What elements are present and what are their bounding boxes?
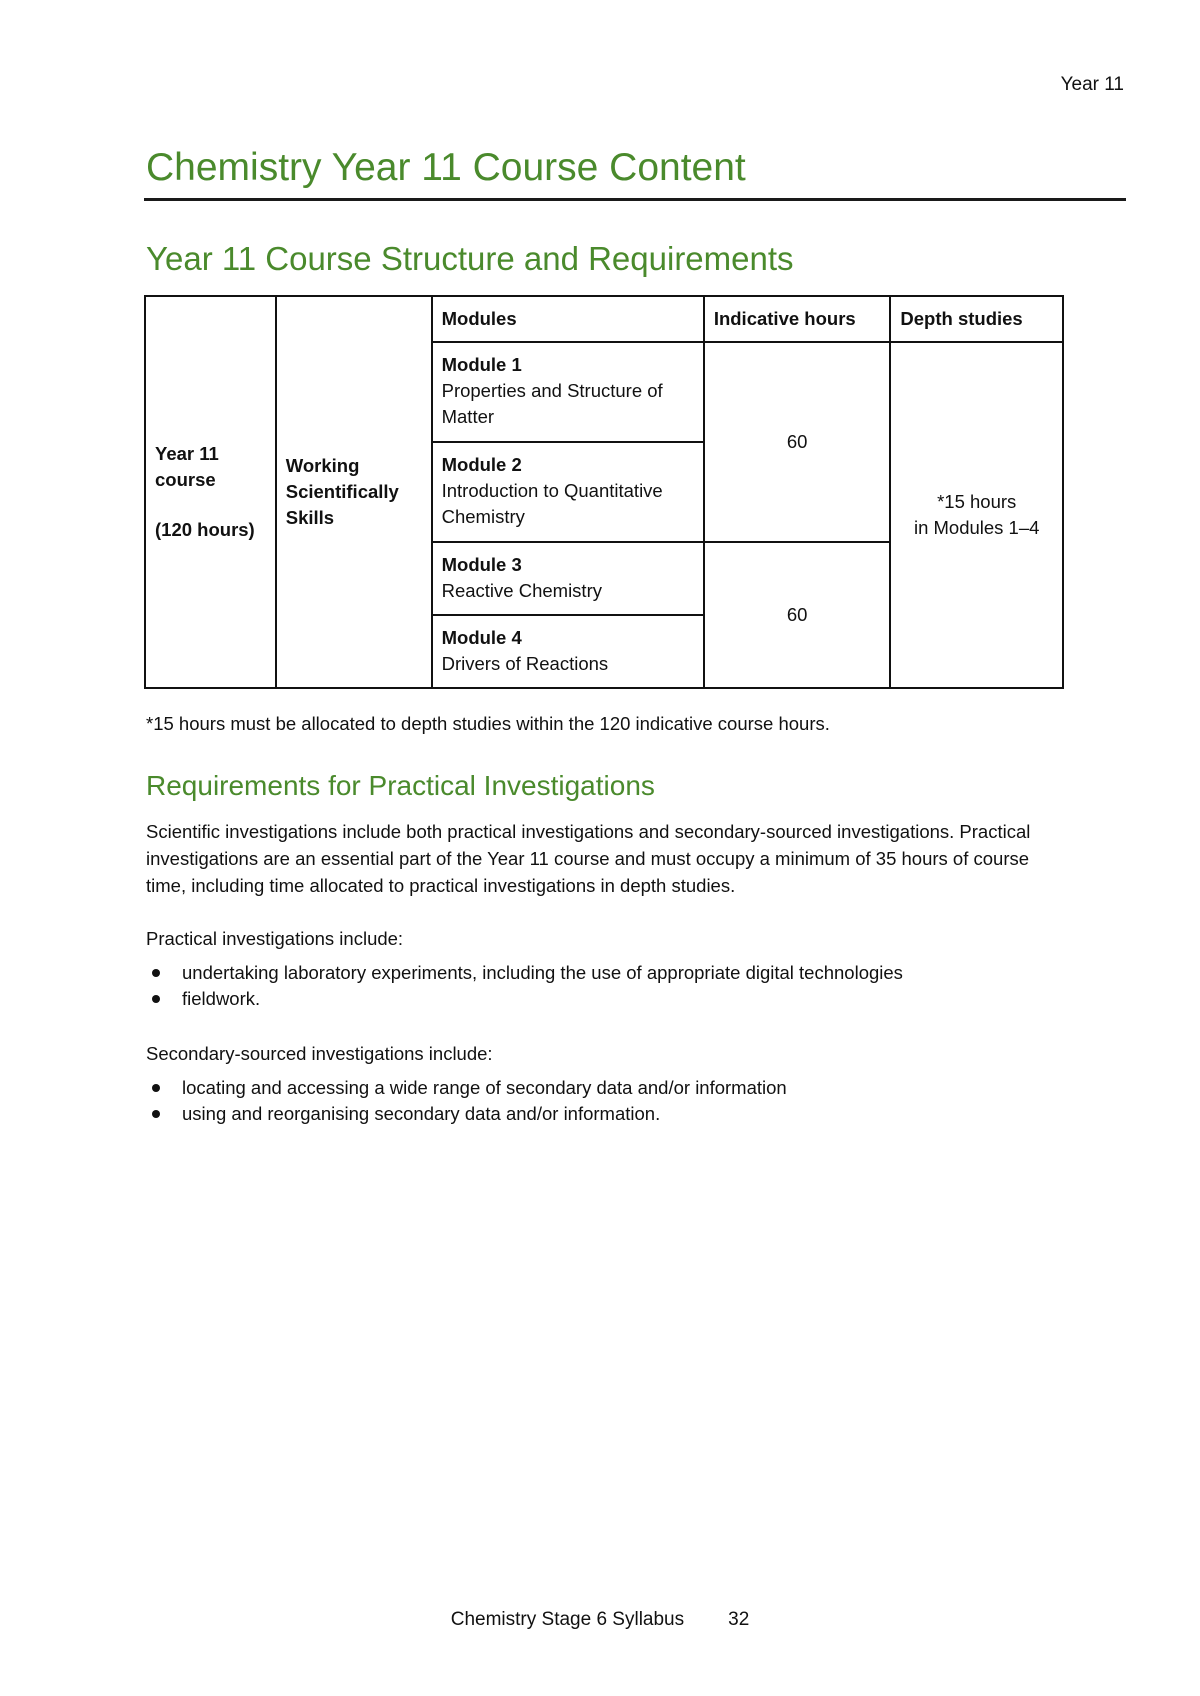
practical-intro-paragraph <box>146 818 1126 899</box>
footer-page-number: 32 <box>728 1609 750 1630</box>
bullet-icon <box>152 1084 160 1092</box>
course-label-line: course <box>155 469 216 490</box>
page-title: Chemistry Year 11 Course Content <box>146 146 746 189</box>
skills-line: Working <box>285 455 360 476</box>
table-footnote: *15 hours must be allocated to depth studies within the 120 indicative course hours. <box>146 713 830 734</box>
header-modules: Modules <box>432 296 704 342</box>
secondary-lead-text: Secondary-sourced investigations include: <box>146 1043 493 1064</box>
module-4-cell <box>432 615 704 688</box>
module-title: Module 1 <box>441 354 522 375</box>
paragraph-line: time, including time allocated to practical investigations in depth studies. <box>146 875 736 896</box>
bullet-icon <box>152 1110 160 1118</box>
skills-cell <box>276 296 432 688</box>
skills-line: Scientifically <box>285 481 399 502</box>
paragraph-line: investigations are an essential part of the Year 11 course and must occupy a minimum of 35 hours of course <box>146 848 1030 869</box>
list-item <box>146 1075 1106 1101</box>
hours-cell-group-2: 60 <box>704 542 891 688</box>
table-header-row <box>145 296 1063 342</box>
course-structure-table <box>144 295 1064 689</box>
module-name: Properties and Structure of Matter <box>441 380 663 427</box>
module-title: Module 3 <box>441 554 522 575</box>
list-item <box>146 986 1106 1012</box>
list-item <box>146 1101 1106 1127</box>
depth-line: *15 hours <box>937 491 1017 512</box>
module-2-cell <box>432 442 704 542</box>
header-depth-studies: Depth studies <box>890 296 1063 342</box>
bullet-icon <box>152 995 160 1003</box>
secondary-list <box>146 1075 1106 1127</box>
list-item <box>146 960 1106 986</box>
page-footer <box>0 1609 1200 1631</box>
paragraph-line: Scientific investigations include both practical investigations and secondary-sourced investigations. Practical <box>146 821 1031 842</box>
title-divider <box>144 198 1126 201</box>
course-hours-label: (120 hours) <box>155 519 255 540</box>
practical-lead-text: Practical investigations include: <box>146 928 404 949</box>
course-label-cell <box>145 296 276 688</box>
module-3-cell <box>432 542 704 615</box>
module-name: Reactive Chemistry <box>441 580 602 601</box>
practical-section-title: Requirements for Practical Investigations <box>146 770 655 801</box>
list-item-text: fieldwork. <box>182 988 261 1009</box>
footer-doc-title: Chemistry Stage 6 Syllabus <box>450 1609 685 1630</box>
module-title: Module 4 <box>441 627 522 648</box>
skills-line: Skills <box>285 507 335 528</box>
module-1-cell <box>432 342 704 442</box>
course-label-line: Year 11 <box>155 443 219 464</box>
hours-cell-group-1: 60 <box>704 342 891 542</box>
course-label-spacer <box>155 493 266 517</box>
list-item-text: using and reorganising secondary data and/or information. <box>182 1103 661 1124</box>
depth-studies-cell <box>890 342 1063 688</box>
page-header-label: Year 11 <box>1060 74 1124 95</box>
practical-list <box>146 960 1106 1012</box>
module-title: Module 2 <box>441 454 522 475</box>
list-item-text: locating and accessing a wide range of secondary data and/or information <box>182 1077 787 1098</box>
module-name: Drivers of Reactions <box>441 653 609 674</box>
list-item-text: undertaking laboratory experiments, including the use of appropriate digital technologies <box>182 962 903 983</box>
header-indicative-hours: Indicative hours <box>704 296 891 342</box>
module-name: Introduction to Quantitative Chemistry <box>441 480 663 527</box>
bullet-icon <box>152 969 160 977</box>
depth-line: in Modules 1–4 <box>913 517 1040 538</box>
section-title: Year 11 Course Structure and Requirements <box>146 240 794 277</box>
